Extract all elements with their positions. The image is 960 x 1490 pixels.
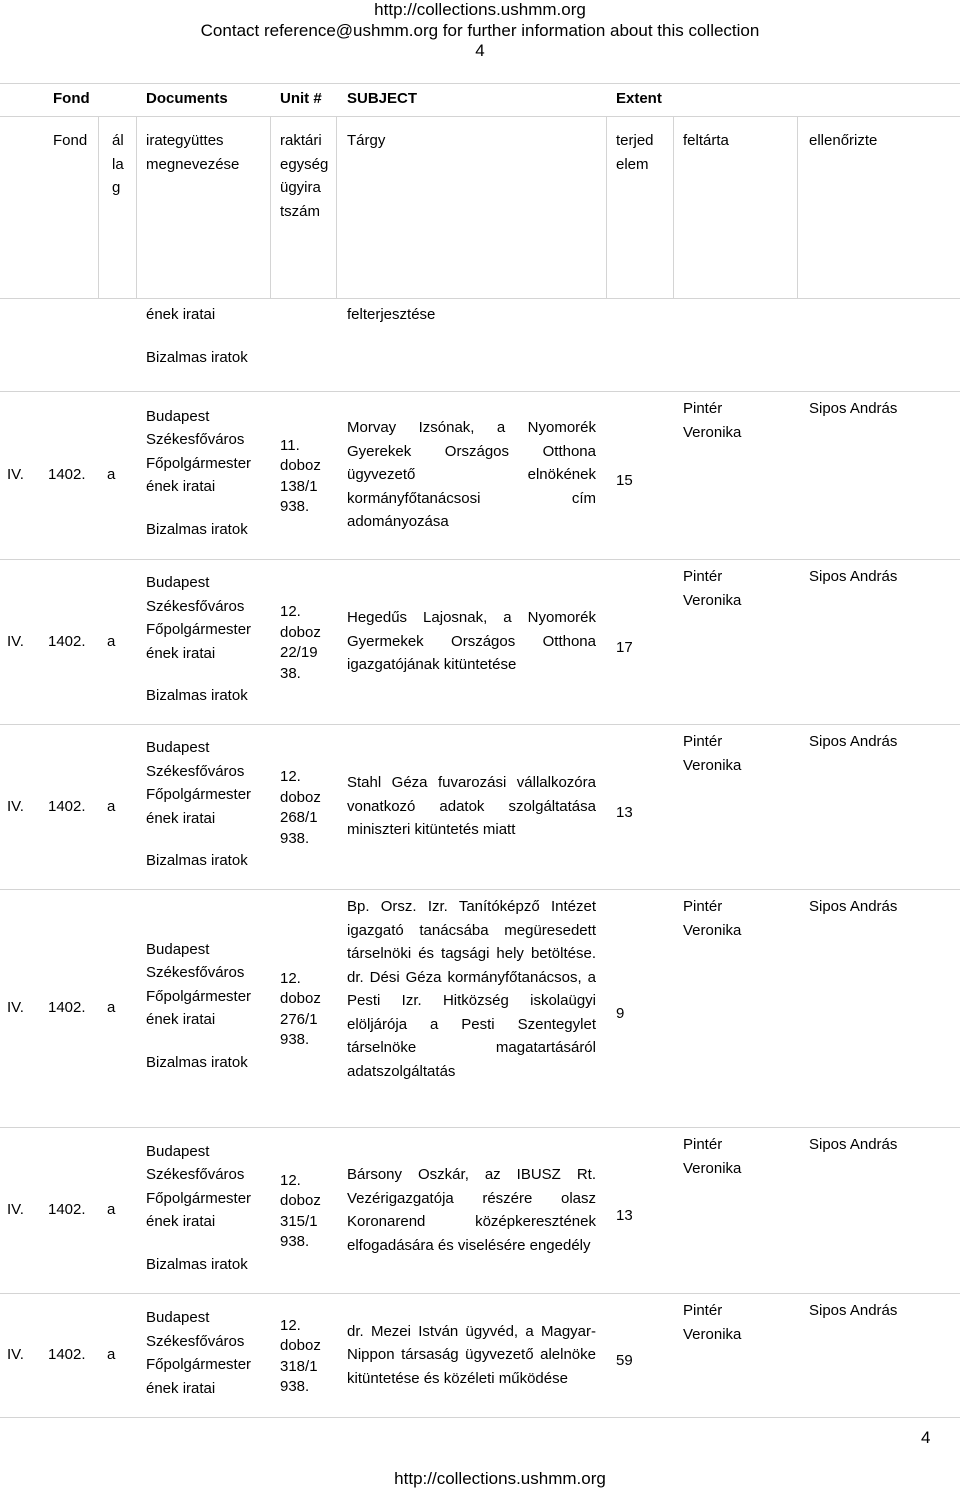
row-letter: a bbox=[107, 1346, 116, 1364]
doc-line: Székesfőváros bbox=[146, 964, 245, 982]
unit-line: 38. bbox=[280, 664, 301, 682]
row-subject bbox=[347, 416, 596, 534]
unit-line: doboz bbox=[280, 457, 321, 474]
th-subject: SUBJECT bbox=[347, 90, 418, 107]
th-documents: Documents bbox=[146, 90, 228, 107]
subject-line: vonatkozó adatok szolgáltatása bbox=[347, 797, 596, 815]
row-extent: 13 bbox=[616, 1207, 633, 1225]
row-extent: 17 bbox=[616, 638, 633, 656]
row-unit bbox=[280, 767, 321, 849]
row-fond: IV. bbox=[7, 632, 24, 650]
col-label-allag: ál la g bbox=[112, 132, 124, 196]
subject-line: Gyerekek Országos Otthona bbox=[347, 442, 596, 460]
processor-line: Pintér bbox=[683, 898, 723, 915]
processor-line: Veronika bbox=[683, 756, 742, 774]
footer-url: http://collections.ushmm.org bbox=[394, 1469, 606, 1488]
row-extent: 9 bbox=[616, 1005, 625, 1023]
row-processor bbox=[683, 1299, 741, 1346]
unit-line: 12. bbox=[280, 1316, 301, 1334]
unit-line: 22/19 bbox=[280, 644, 318, 661]
subject-line: társelnöke magatartásáról bbox=[347, 1039, 596, 1056]
doc-line: Főpolgármester bbox=[146, 786, 252, 804]
subject-line: adatszolgáltatás bbox=[347, 1062, 456, 1080]
unit-line: 12. bbox=[280, 1171, 301, 1189]
doc-line: Székesfőváros bbox=[146, 1332, 245, 1350]
doc-line: Bizalmas iratok bbox=[146, 1053, 248, 1071]
processor-line: Veronika bbox=[683, 921, 742, 939]
row-processor bbox=[683, 730, 741, 777]
col-label-ellenorizte: ellenőrizte bbox=[809, 132, 878, 149]
row-processor bbox=[683, 1133, 741, 1180]
row-number: 1402. bbox=[48, 797, 86, 815]
doc-line: Bizalmas iratok bbox=[146, 687, 248, 705]
row-unit bbox=[280, 602, 321, 684]
doc-line: ének iratai bbox=[146, 1011, 216, 1029]
row-subject bbox=[347, 1163, 596, 1257]
row-documents bbox=[146, 736, 251, 873]
unit-line: doboz bbox=[280, 1192, 321, 1209]
row-subject bbox=[347, 895, 596, 1083]
doc-line: Főpolgármester bbox=[146, 1356, 252, 1373]
row-number: 1402. bbox=[48, 1201, 86, 1219]
doc-line: ének iratai bbox=[146, 809, 216, 827]
doc-line: Budapest bbox=[146, 407, 210, 425]
subject-line: Bp. Orsz. Izr. Tanítóképző Intézet bbox=[347, 898, 596, 915]
col-label-feltarta: feltárta bbox=[683, 132, 729, 149]
row-checker: Sipos András bbox=[809, 568, 898, 585]
doc-line: Főpolgármester bbox=[146, 454, 252, 472]
doc-line: Székesfőváros bbox=[146, 1166, 245, 1184]
subject-line: Bársony Oszkár, az IBUSZ Rt. bbox=[347, 1166, 596, 1183]
row-number: 1402. bbox=[48, 999, 86, 1017]
row-checker: Sipos András bbox=[809, 1302, 898, 1319]
subject-line: ügyvezető elnökének bbox=[347, 466, 596, 484]
unit-line: 12. bbox=[280, 768, 301, 785]
unit-line: 12. bbox=[280, 969, 301, 987]
doc-line: Főpolgármester bbox=[146, 987, 252, 1005]
row-documents bbox=[146, 1140, 251, 1277]
unit-line: 315/1 bbox=[280, 1212, 318, 1230]
row-extent: 15 bbox=[616, 472, 633, 490]
row-letter: a bbox=[107, 632, 116, 650]
row-fond: IV. bbox=[7, 999, 24, 1017]
unit-line: 11. bbox=[280, 436, 300, 454]
subject-line: dr. Dési Géza kormányfőtanácsos, a bbox=[347, 968, 596, 986]
subject-line: kitüntetése és közéleti működése bbox=[347, 1369, 568, 1387]
processor-line: Pintér bbox=[683, 1136, 723, 1153]
processor-line: Veronika bbox=[683, 1159, 742, 1177]
unit-line: doboz bbox=[280, 990, 321, 1007]
processor-line: Veronika bbox=[683, 423, 742, 441]
subject-line: Stahl Géza fuvarozási vállalkozóra bbox=[347, 774, 596, 792]
th-unit: Unit # bbox=[280, 90, 322, 107]
row-processor bbox=[683, 397, 741, 444]
doc-line: Budapest bbox=[146, 1142, 210, 1160]
doc-line: ének iratai bbox=[146, 1379, 216, 1397]
row-unit bbox=[280, 1316, 321, 1398]
doc-line: Bizalmas iratok bbox=[146, 1255, 248, 1273]
doc-line: Budapest bbox=[146, 940, 210, 958]
doc-line: Budapest bbox=[146, 739, 210, 757]
subject-line: Nippon társaság ügyvezető alelnöke bbox=[347, 1346, 596, 1364]
header-url: http://collections.ushmm.org bbox=[374, 0, 586, 19]
doc-line: Főpolgármester bbox=[146, 621, 252, 639]
continued-subject: felterjesztése bbox=[347, 306, 436, 323]
row-number: 1402. bbox=[48, 632, 86, 650]
doc-line: Székesfőváros bbox=[146, 597, 245, 615]
row-subject bbox=[347, 771, 596, 842]
processor-line: Pintér bbox=[683, 1302, 723, 1319]
unit-line: 276/1 bbox=[280, 1010, 318, 1028]
subject-line: igazgató tanácsába megüresedett bbox=[347, 921, 596, 939]
row-processor bbox=[683, 565, 741, 612]
row-unit bbox=[280, 1171, 321, 1253]
th-extent: Extent bbox=[616, 90, 662, 107]
subject-line: Hegedűs Lajosnak, a Nyomorék bbox=[347, 609, 596, 627]
header-contact: Contact reference@ushmm.org for further information about this collection bbox=[200, 21, 760, 40]
subject-line: Vezérigazgatója részére olasz bbox=[347, 1189, 596, 1207]
col-label-raktari: raktári egység ügyira tszám bbox=[280, 132, 329, 220]
col-label-fond: Fond bbox=[53, 132, 88, 149]
processor-line: Pintér bbox=[683, 733, 723, 750]
continued-docs: ének iratai Bizalmas iratok bbox=[146, 306, 248, 366]
unit-line: 938. bbox=[280, 829, 310, 847]
row-unit bbox=[280, 969, 321, 1051]
subject-line: elfogadására és viselésére engedély bbox=[347, 1236, 591, 1254]
processor-line: Veronika bbox=[683, 1325, 742, 1343]
row-subject bbox=[347, 1320, 596, 1391]
subject-line: Gyermekek Országos Otthona bbox=[347, 632, 596, 650]
doc-line: Főpolgármester bbox=[146, 1189, 252, 1207]
row-letter: a bbox=[107, 1201, 116, 1219]
row-fond: IV. bbox=[7, 1346, 24, 1364]
doc-line: Bizalmas iratok bbox=[146, 852, 248, 870]
row-letter: a bbox=[107, 999, 116, 1017]
subject-line: adományozása bbox=[347, 513, 449, 531]
unit-line: 938. bbox=[280, 1378, 310, 1395]
row-letter: a bbox=[107, 466, 116, 484]
row-checker: Sipos András bbox=[809, 400, 898, 417]
row-documents bbox=[146, 571, 251, 708]
doc-line: ének iratai bbox=[146, 1213, 216, 1231]
doc-line: Székesfőváros bbox=[146, 431, 245, 449]
row-number: 1402. bbox=[48, 1346, 86, 1364]
unit-line: doboz bbox=[280, 1337, 321, 1354]
row-subject bbox=[347, 606, 596, 677]
subject-line: igazgatójának kitüntetése bbox=[347, 656, 517, 674]
subject-line: elöljárója a Pesti Szentegylet bbox=[347, 1015, 596, 1033]
row-fond: IV. bbox=[7, 797, 24, 815]
processor-line: Veronika bbox=[683, 591, 742, 609]
unit-line: 938. bbox=[280, 498, 310, 515]
col-label-irategyuttes: irategyüttes megnevezése bbox=[146, 132, 240, 173]
row-documents bbox=[146, 938, 251, 1075]
unit-line: 268/1 bbox=[280, 809, 318, 826]
header-page-number: 4 bbox=[475, 41, 485, 60]
row-fond: IV. bbox=[7, 1201, 24, 1219]
row-unit bbox=[280, 436, 321, 518]
col-label-targy: Tárgy bbox=[347, 132, 386, 149]
row-number: 1402. bbox=[48, 466, 86, 484]
subject-line: dr. Mezei István ügyvéd, a Magyar- bbox=[347, 1322, 596, 1340]
subject-line: Koronarend középkeresztének bbox=[347, 1213, 596, 1230]
row-documents bbox=[146, 405, 251, 542]
unit-line: 938. bbox=[280, 1031, 310, 1048]
subject-line: Pesti Izr. Hitközség iskolaügyi bbox=[347, 992, 596, 1009]
row-letter: a bbox=[107, 797, 116, 815]
subject-line: kormányfőtanácsosi cím bbox=[347, 489, 596, 507]
footer-page-number: 4 bbox=[921, 1428, 931, 1447]
subject-line: Morvay Izsónak, a Nyomorék bbox=[347, 419, 596, 437]
row-extent: 13 bbox=[616, 803, 633, 821]
doc-line: Bizalmas iratok bbox=[146, 520, 248, 538]
col-label-terjedelem: terjed elem bbox=[616, 132, 654, 173]
row-checker: Sipos András bbox=[809, 1136, 898, 1153]
unit-line: doboz bbox=[280, 788, 321, 806]
row-checker: Sipos András bbox=[809, 898, 898, 915]
doc-line: Budapest bbox=[146, 574, 210, 592]
row-fond: IV. bbox=[7, 466, 24, 484]
unit-line: 318/1 bbox=[280, 1357, 318, 1375]
doc-line: Budapest bbox=[146, 1309, 210, 1326]
doc-line: ének iratai bbox=[146, 478, 216, 496]
doc-line: Székesfőváros bbox=[146, 762, 245, 780]
subject-line: miniszteri kitüntetés miatt bbox=[347, 821, 516, 839]
subject-line: társelnöki és tagsági hely betöltése. bbox=[347, 945, 596, 962]
doc-line: ének iratai bbox=[146, 644, 216, 662]
unit-line: 12. bbox=[280, 603, 301, 620]
processor-line: Pintér bbox=[683, 568, 723, 585]
row-checker: Sipos András bbox=[809, 733, 898, 750]
row-processor bbox=[683, 895, 741, 942]
th-fond: Fond bbox=[53, 90, 90, 107]
row-extent: 59 bbox=[616, 1352, 633, 1370]
row-documents bbox=[146, 1306, 251, 1400]
unit-line: doboz bbox=[280, 623, 321, 641]
processor-line: Pintér bbox=[683, 400, 723, 417]
unit-line: 138/1 bbox=[280, 477, 318, 495]
unit-line: 938. bbox=[280, 1233, 310, 1250]
